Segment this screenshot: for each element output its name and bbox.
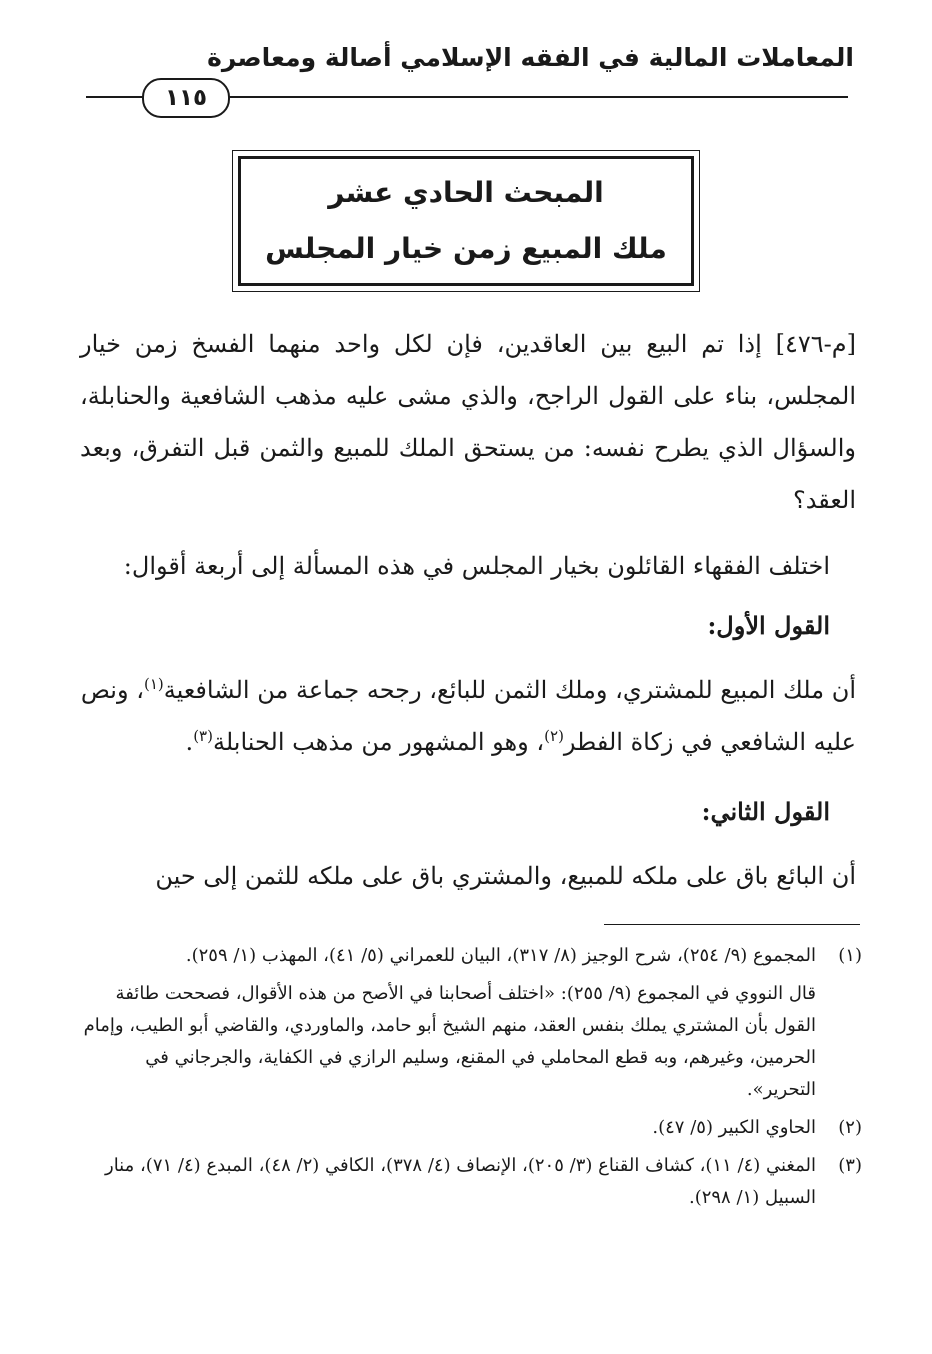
chapter-title-frame xyxy=(232,150,700,292)
footnote-ref-1[interactable]: (١) xyxy=(143,675,164,693)
paragraph-4: أن البائع باق على ملكه للمبيع، والمشتري باق على ملكه للثمن إلى حين xyxy=(155,862,856,890)
footnote-1-text: المجموع (٩/ ٢٥٤)، شرح الوجيز (٨/ ٣١٧)، البيان للعمراني (٥/ ٤١)، المهذب (١/ ٢٥٩). xyxy=(185,945,816,966)
footnote-ref-2[interactable]: (٢) xyxy=(544,727,564,745)
paragraph-3-text-c: ، وهو المشهور من مذهب الحنابلة xyxy=(212,728,545,756)
footnote-1-number: (١) xyxy=(838,945,862,966)
footnote-1 xyxy=(76,940,862,972)
paragraph-2: اختلف الفقهاء القائلون بخيار المجلس في هذه المسألة إلى أربعة أقوال: xyxy=(123,552,830,580)
paragraph-3 xyxy=(80,664,856,768)
section-heading-second-opinion: القول الثاني: xyxy=(701,797,830,826)
running-header: المعاملات المالية في الفقه الإسلامي أصالة ومعاصرة xyxy=(207,43,854,72)
paragraph-1: [م-٤٧٦] إذا تم البيع بين العاقدين، فإن لكل واحد منهما الفسخ زمن خيار المجلس، بناء على القول الراجح، والذي مشى عليه مذهب الشافعية والحنابلة، والسؤال الذي يطرح نفسه: من يستحق الملك للمبيع والثمن قبل التفرق، وبعد العقد؟ xyxy=(80,330,856,514)
section-heading-first-opinion: القول الأول: xyxy=(707,611,830,640)
chapter-title-inner-frame xyxy=(238,156,694,286)
footnote-separator xyxy=(604,924,860,925)
footnote-ref-3[interactable]: (٣) xyxy=(193,727,213,745)
paragraph-3-text-b: ، ونص عليه الشافعي في زكاة الفطر xyxy=(80,676,856,756)
chapter-title: المبحث الحادي عشر xyxy=(328,176,604,209)
footnote-3-text: المغني (٤/ ١١)، كشاف القناع (٣/ ٢٠٥)، الإنصاف (٤/ ٣٧٨)، الكافي (٢/ ٤٨)، المبدع (٤/ ٧١)، منار السبيل (١/ ٢٩٨). xyxy=(105,1155,816,1208)
paragraph-3-text-a: أن ملك المبيع للمشتري، وملك الثمن للبائع، رجحه جماعة من الشافعية xyxy=(163,676,856,704)
footnote-3 xyxy=(76,1150,862,1214)
footnote-2-number: (٢) xyxy=(838,1117,862,1138)
chapter-subtitle: ملك المبيع زمن خيار المجلس xyxy=(265,232,667,265)
footnotes xyxy=(76,940,862,1220)
paragraph-3-end: . xyxy=(185,728,194,756)
footnote-3-number: (٣) xyxy=(838,1155,862,1176)
footnote-2 xyxy=(76,1112,862,1144)
footnote-1-quote: قال النووي في المجموع (٩/ ٢٥٥): «اختلف أصحابنا في الأصح من هذه الأقوال، فصححت طائفة القول بأن المشتري يملك بنفس العقد، منهم الشيخ أبو حامد، والماوردي، والقاضي أبو الطيب، وإمام الحرمين، وغيرهم، وبه قطع المحاملي في المقنع، وسليم الرازي في الكفاية، والجرجاني في التحرير». xyxy=(83,983,816,1100)
footnote-2-text: الحاوي الكبير (٥/ ٤٧). xyxy=(652,1117,816,1138)
page-number: ١١٥ xyxy=(142,78,230,118)
